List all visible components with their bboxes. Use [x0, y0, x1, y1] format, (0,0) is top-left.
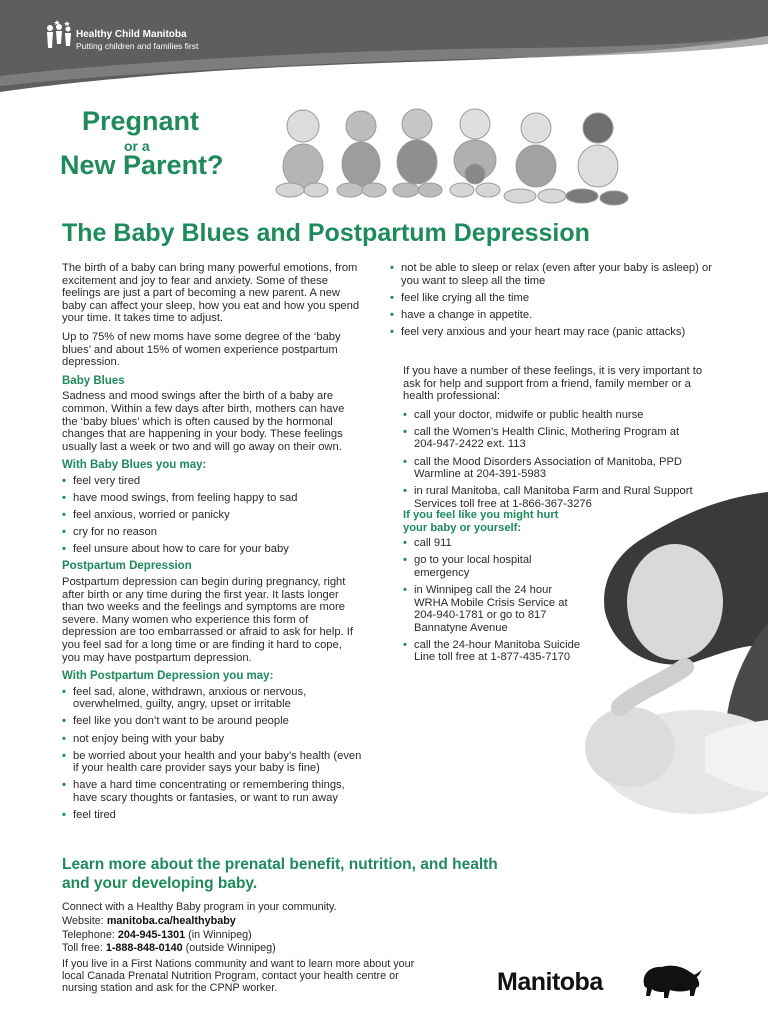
family-logo-icon: [42, 20, 74, 50]
list-item: • feel very anxious and your heart may race (panic attacks): [390, 326, 720, 339]
urgent-list: [403, 537, 583, 664]
list-item: • call the Women’s Health Clinic, Mothering Program at 204-947-2422 ext. 113: [403, 426, 703, 451]
postpartum-depression-heading: Postpartum Depression: [62, 560, 192, 573]
ppd-list-continued: [390, 262, 720, 338]
urgent-heading: If you feel like you might hurt your baby or yourself:: [403, 509, 559, 534]
baby-blues-heading: Baby Blues: [62, 374, 125, 387]
list-item: • feel sad, alone, withdrawn, anxious or nervous, overwhelmed, guilty, angry, upset or irritable: [62, 686, 362, 711]
help-list: [403, 409, 703, 511]
list-item: • have a hard time concentrating or remembering things, have scary thoughts or fantasies, or want to run away: [62, 779, 362, 804]
telephone-number: 204-945-1301: [117, 929, 186, 942]
list-item: • in rural Manitoba, call Manitoba Farm and Rural Support Services toll free at 1-866-367-3276: [403, 485, 703, 510]
list-item: • feel anxious, worried or panicky: [62, 509, 362, 522]
mother-baby-photo: [575, 492, 768, 822]
manitoba-logo-text: Manitoba: [497, 968, 603, 996]
bison-icon: [636, 962, 706, 1002]
website-line: [62, 915, 432, 927]
tollfree-line: [62, 942, 432, 954]
telephone-note: (in Winnipeg): [188, 929, 252, 942]
help-box: [403, 365, 703, 515]
list-item: • feel unsure about how to care for your baby: [62, 543, 362, 556]
postpartum-depression-paragraph: Postpartum depression can begin during pregnancy, right after birth or any time during the first year. It lasts longer than two weeks and the feelings and symptoms are more severe. Many women who experience this form of depression are too embarrassed or afraid to ask for help. If you feel sad for a long time or are finding it hard to cope, you may have postpartum depression.: [62, 575, 354, 664]
connect-text: Connect with a Healthy Baby program in your community.: [62, 901, 337, 913]
learn-more-heading: Learn more about the prenatal benefit, nutrition, and health and your developing baby.: [62, 856, 498, 892]
babies-photo: [268, 98, 638, 210]
brand-tagline: Putting children and families first: [76, 41, 199, 51]
urgent-help: [403, 509, 583, 669]
page-title: The Baby Blues and Postpartum Depression: [62, 219, 590, 247]
hero-line-pregnant: Pregnant: [82, 106, 200, 136]
baby-blues-list: [62, 475, 362, 556]
with-ppd-heading: With Postpartum Depression you may:: [62, 670, 274, 683]
intro-paragraph-1: The birth of a baby can bring many powerful emotions, from excitement and joy to fear and anxiety. Some of these feelings are just a part of becoming a new parent. A new baby can affect your sleep, how you eat and how you spend your time. It takes time to adjust.: [62, 262, 360, 325]
list-item: • have a change in appetite.: [390, 309, 720, 322]
list-item: • not be able to sleep or relax (even after your baby is asleep) or you want to sleep all the time: [390, 262, 720, 287]
website-label: Website:: [62, 915, 104, 928]
help-intro: If you have a number of these feelings, it is very important to ask for help and support from a friend, family member or a health professional:: [403, 365, 703, 403]
with-baby-blues-heading: With Baby Blues you may:: [62, 459, 207, 472]
hero-line-or-a: or a: [124, 138, 150, 154]
list-item: • feel tired: [62, 809, 362, 822]
list-item: • feel like you don’t want to be around people: [62, 715, 362, 728]
list-item: • call 911: [403, 537, 583, 550]
list-item: • in Winnipeg call the 24 hour WRHA Mobile Crisis Service at 204-940-1781 or go to 817 Bannatyne Avenue: [403, 584, 583, 634]
list-item: • cry for no reason: [62, 526, 362, 539]
first-nations-text: If you live in a First Nations community and want to learn more about your local Canada Prenatal Nutrition Program, contact your health centre or nursing station and ask for the CPNP worker.: [62, 957, 415, 995]
list-item: • call the Mood Disorders Association of Manitoba, PPD Warmline at 204-391-5983: [403, 456, 703, 481]
list-item: • have mood swings, from feeling happy to sad: [62, 492, 362, 505]
list-item: • be worried about your health and your baby’s health (even if your health care provider says your baby is fine): [62, 750, 362, 775]
list-item: • not enjoy being with your baby: [62, 733, 362, 746]
telephone-line: [62, 929, 432, 941]
hero-line-new-parent: New Parent?: [60, 150, 224, 180]
tollfree-number: 1-888-848-0140: [105, 941, 183, 954]
tollfree-label: Toll free:: [62, 941, 103, 954]
intro-paragraph-2: Up to 75% of new moms have some degree of the ‘baby blues’ and about 15% of women experience postpartum depression.: [62, 330, 341, 369]
right-column-symptoms: [390, 262, 720, 343]
ppd-list: [62, 686, 362, 822]
baby-blues-paragraph: Sadness and mood swings after the birth of a baby are common. Within a few days after birth, mothers can have the ‘baby blues’ which is often caused by the hormonal changes that are happening in your body. These feelings usually last a week or two and will go away on their own.: [62, 390, 345, 453]
contact-info: [62, 901, 432, 996]
list-item: • go to your local hospital emergency: [403, 554, 583, 579]
left-column: [62, 262, 362, 826]
website-link[interactable]: manitoba.ca/healthybaby: [106, 915, 236, 928]
list-item: • feel very tired: [62, 475, 362, 488]
telephone-label: Telephone:: [62, 929, 115, 942]
list-item: • call the 24-hour Manitoba Suicide Line toll free at 1-877-435-7170: [403, 639, 583, 664]
list-item: • feel like crying all the time: [390, 292, 720, 305]
tollfree-note: (outside Winnipeg): [185, 941, 276, 954]
list-item: • call your doctor, midwife or public health nurse: [403, 409, 703, 422]
brand-name: Healthy Child Manitoba: [76, 29, 187, 40]
